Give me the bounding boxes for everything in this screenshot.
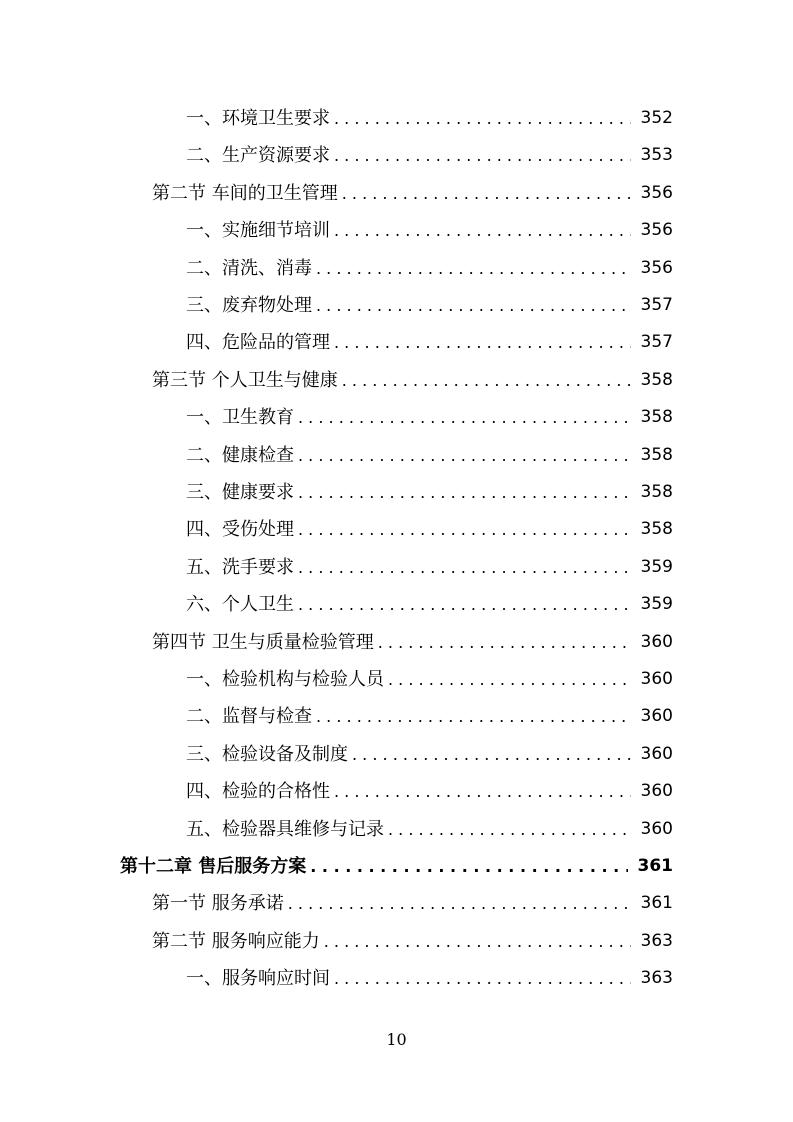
toc-entry-title: 五、检验器具维修与记录 (186, 818, 384, 840)
toc-entry-page: 360 (640, 818, 673, 839)
toc-leader-dots (334, 212, 631, 249)
toc-entry[interactable] (186, 811, 673, 848)
toc-leader-dots (298, 399, 631, 436)
toc-entry-page: 358 (640, 369, 673, 390)
toc-entry[interactable] (186, 960, 673, 997)
page-number: 10 (386, 1030, 407, 1049)
toc-entry-title: 四、受伤处理 (186, 519, 294, 541)
toc-entry[interactable] (186, 250, 673, 287)
toc-leader-dots (378, 624, 631, 661)
toc-entry[interactable] (186, 212, 673, 249)
toc-entry-title: 二、健康检查 (186, 444, 294, 466)
toc-entry-title: 二、生产资源要求 (186, 145, 330, 167)
toc-entry-title: 一、实施细节培训 (186, 220, 330, 242)
toc-entry-page: 359 (640, 594, 673, 615)
toc-leader-dots (352, 736, 631, 773)
toc-entry-title: 一、环境卫生要求 (186, 108, 330, 129)
toc-entry[interactable] (152, 624, 673, 661)
toc-entry-page: 358 (640, 519, 673, 540)
toc-entry[interactable] (186, 399, 673, 436)
toc-entry-title: 四、检验的合格性 (186, 781, 330, 803)
toc-entry[interactable] (186, 100, 673, 137)
toc-entry[interactable] (186, 137, 673, 174)
toc-entry-page: 356 (640, 220, 673, 241)
toc-entry[interactable] (186, 511, 673, 548)
toc-entry-title: 第二节 车间的卫生管理 (152, 182, 338, 204)
toc-entry-page: 363 (640, 930, 673, 951)
toc-entry-page: 352 (640, 108, 673, 128)
toc-entry-page: 358 (640, 444, 673, 465)
toc-entry-page: 357 (640, 332, 673, 353)
toc-entry-title: 五、洗手要求 (186, 556, 294, 578)
toc-leader-dots (334, 100, 631, 137)
toc-leader-dots (334, 773, 631, 810)
toc-entry-page: 357 (640, 295, 673, 315)
toc-entry[interactable] (186, 698, 673, 735)
toc-entry-title: 二、清洗、消毒 (186, 257, 312, 279)
toc-leader-dots (388, 661, 631, 698)
toc-entry[interactable] (186, 736, 673, 773)
toc-entry-page: 358 (640, 407, 673, 428)
toc-leader-dots (334, 960, 631, 997)
toc-chapter-entry[interactable] (120, 848, 673, 885)
toc-leader-dots (298, 437, 631, 474)
toc-entry-page: 363 (640, 968, 673, 989)
toc-leader-dots (316, 287, 631, 324)
toc-entry-page: 356 (640, 257, 673, 278)
toc-entry-title: 第三节 个人卫生与健康 (152, 369, 338, 391)
toc-leader-dots (388, 811, 631, 848)
toc-entry-page: 360 (640, 669, 673, 689)
toc-leader-dots (298, 586, 631, 623)
toc-entry[interactable] (152, 362, 673, 399)
toc-entry-page: 361 (640, 893, 673, 914)
toc-leader-dots (316, 698, 631, 735)
toc-entry[interactable] (152, 885, 673, 922)
toc-leader-dots (324, 923, 631, 960)
toc-entry[interactable] (186, 586, 673, 623)
toc-entry-title: 三、健康要求 (186, 482, 294, 503)
toc-entry-title: 一、卫生教育 (186, 407, 294, 429)
toc-entry-title: 四、危险品的管理 (186, 332, 330, 354)
toc-entry-title: 第二节 服务响应能力 (152, 930, 320, 952)
toc-entry[interactable] (186, 437, 673, 474)
toc-entry[interactable] (186, 474, 673, 511)
toc-entry-title: 一、服务响应时间 (186, 968, 330, 990)
toc-entry[interactable] (152, 923, 673, 960)
toc-entry-title: 第一节 服务承诺 (152, 893, 284, 915)
toc-entry[interactable] (186, 324, 673, 361)
toc-entry-page: 353 (640, 145, 673, 166)
toc-entry-page: 360 (640, 781, 673, 802)
toc-entry[interactable] (186, 773, 673, 810)
toc-leader-dots (298, 549, 631, 586)
toc-entry[interactable] (152, 175, 673, 212)
toc-leader-dots (288, 885, 631, 922)
toc-entry-title: 二、监督与检查 (186, 706, 312, 728)
toc-leader-dots (298, 511, 631, 548)
toc-entry[interactable] (186, 549, 673, 586)
toc-entry-page: 360 (640, 631, 673, 652)
toc-entry-title: 六、个人卫生 (186, 594, 294, 616)
toc-leader-dots (334, 324, 631, 361)
toc-entry-title: 一、检验机构与检验人员 (186, 669, 384, 690)
toc-entry-page: 358 (640, 482, 673, 502)
toc-entry-title: 第十二章 售后服务方案 (120, 856, 307, 877)
toc-leader-dots (342, 362, 631, 399)
toc-entry-title: 三、检验设备及制度 (186, 743, 348, 765)
toc-leader-dots (310, 848, 627, 885)
toc-leader-dots (298, 474, 631, 511)
toc-entry[interactable] (186, 661, 673, 698)
toc-entry-page: 360 (640, 743, 673, 764)
toc-entry-title: 第四节 卫生与质量检验管理 (152, 631, 374, 653)
toc-entry-page: 356 (640, 182, 673, 203)
toc-entry-title: 三、废弃物处理 (186, 295, 312, 316)
toc-entry-page: 360 (640, 706, 673, 727)
toc-entry-page: 359 (640, 556, 673, 577)
toc-entry[interactable] (186, 287, 673, 324)
toc-leader-dots (334, 137, 631, 174)
toc-leader-dots (316, 250, 631, 287)
toc-leader-dots (342, 175, 631, 212)
toc-entry-page: 361 (637, 856, 673, 876)
